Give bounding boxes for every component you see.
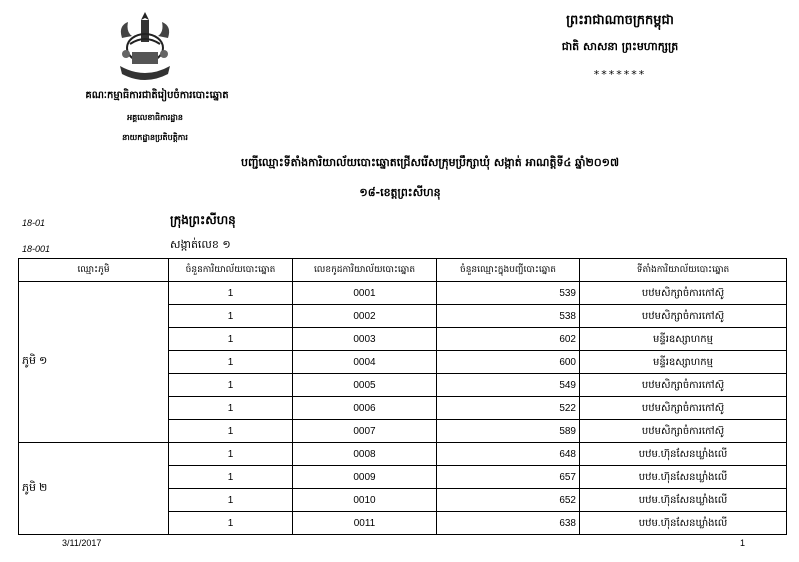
station-code-cell: 0010 (293, 489, 437, 512)
voter-count-cell: 538 (437, 305, 580, 328)
district-code: 18-01 (22, 218, 46, 228)
station-count-cell: 1 (169, 328, 293, 351)
header-station-code: លេខកូដការិយាល័យបោះឆ្នោត (293, 259, 437, 282)
station-code-cell: 0001 (293, 282, 437, 305)
voter-count-cell: 589 (437, 420, 580, 443)
station-site-cell: បឋម.ហ៊ុនសែនឃ្លាំងលើ (580, 443, 787, 466)
voter-count-cell: 652 (437, 489, 580, 512)
org-name: គណៈកម្មាធិការជាតិរៀបចំការបោះឆ្នោត (85, 90, 229, 101)
voter-count-cell: 657 (437, 466, 580, 489)
station-count-cell: 1 (169, 374, 293, 397)
station-code-cell: 0002 (293, 305, 437, 328)
station-code-cell: 0003 (293, 328, 437, 351)
station-count-cell: 1 (169, 282, 293, 305)
division-name: នាយកដ្ឋានប្រតិបត្តិការ (122, 133, 188, 142)
header-station-site: ទីតាំងការិយាល័យបោះឆ្នោត (580, 259, 787, 282)
voter-count-cell: 600 (437, 351, 580, 374)
station-site-cell: បឋមសិក្សាចំការកៅស៊ូ (580, 282, 787, 305)
dept-name: អគ្គលេខាធិការដ្ឋាន (127, 113, 183, 122)
stars-divider: ******* (593, 68, 647, 81)
station-count-cell: 1 (169, 512, 293, 535)
village-cell: ភូមិ ១ (19, 282, 169, 443)
table-row (19, 282, 787, 305)
header-village: ឈ្មោះភូមិ (19, 259, 169, 282)
motto-heading: ជាតិ សាសនា ព្រះមហាក្សត្រ (561, 40, 679, 53)
station-site-cell: បឋម.ហ៊ុនសែនឃ្លាំងលើ (580, 489, 787, 512)
station-site-cell: បឋមសិក្សាចំការកៅស៊ូ (580, 374, 787, 397)
district-name: ក្រុងព្រះសីហនុ (170, 213, 236, 227)
station-code-cell: 0009 (293, 466, 437, 489)
header-station-count: ចំនួនការិយាល័យបោះឆ្នោត (169, 259, 293, 282)
voter-count-cell: 602 (437, 328, 580, 351)
table-row (19, 443, 787, 466)
station-site-cell: បឋមសិក្សាចំការកៅស៊ូ (580, 305, 787, 328)
header-voter-count: ចំនួនឈ្មោះក្នុងបញ្ជីបោះឆ្នោត (437, 259, 580, 282)
station-code-cell: 0006 (293, 397, 437, 420)
station-code-cell: 0007 (293, 420, 437, 443)
table-header-row (19, 259, 787, 282)
station-count-cell: 1 (169, 351, 293, 374)
nec-emblem-icon (112, 8, 178, 86)
voter-count-cell: 522 (437, 397, 580, 420)
page-title: បញ្ជីឈ្មោះទីតាំងការិយាល័យបោះឆ្នោតជ្រើសរើសក្រុមប្រឹក្សាឃុំ សង្កាត់ អាណត្តិទី៤ ឆ្នាំ២០១៧ (240, 156, 619, 169)
commune-code: 18-001 (22, 244, 51, 254)
village-cell: ភូមិ ២ (19, 443, 169, 535)
kingdom-heading: ព្រះរាជាណាចក្រកម្ពុជា (566, 13, 674, 28)
voter-count-cell: 539 (437, 282, 580, 305)
station-site-cell: បឋមសិក្សាចំការកៅស៊ូ (580, 420, 787, 443)
polling-station-table (18, 258, 787, 535)
station-code-cell: 0004 (293, 351, 437, 374)
station-code-cell: 0008 (293, 443, 437, 466)
voter-count-cell: 549 (437, 374, 580, 397)
print-date: 3/11/2017 (62, 538, 102, 548)
station-site-cell: បឋមសិក្សាចំការកៅស៊ូ (580, 397, 787, 420)
province-subtitle: ១៨-ខេត្តព្រះសីហនុ (359, 186, 441, 199)
station-site-cell: មន្ទីរឧស្សាហកម្ម (580, 351, 787, 374)
commune-name: សង្កាត់លេខ ១ (170, 238, 231, 251)
station-count-cell: 1 (169, 397, 293, 420)
station-code-cell: 0005 (293, 374, 437, 397)
station-count-cell: 1 (169, 466, 293, 489)
station-count-cell: 1 (169, 443, 293, 466)
voter-count-cell: 648 (437, 443, 580, 466)
voter-count-cell: 638 (437, 512, 580, 535)
station-site-cell: មន្ទីរឧស្សាហកម្ម (580, 328, 787, 351)
station-code-cell: 0011 (293, 512, 437, 535)
station-count-cell: 1 (169, 489, 293, 512)
station-count-cell: 1 (169, 420, 293, 443)
station-site-cell: បឋម.ហ៊ុនសែនឃ្លាំងលើ (580, 466, 787, 489)
page-number: 1 (740, 538, 746, 548)
station-count-cell: 1 (169, 305, 293, 328)
station-site-cell: បឋម.ហ៊ុនសែនឃ្លាំងលើ (580, 512, 787, 535)
